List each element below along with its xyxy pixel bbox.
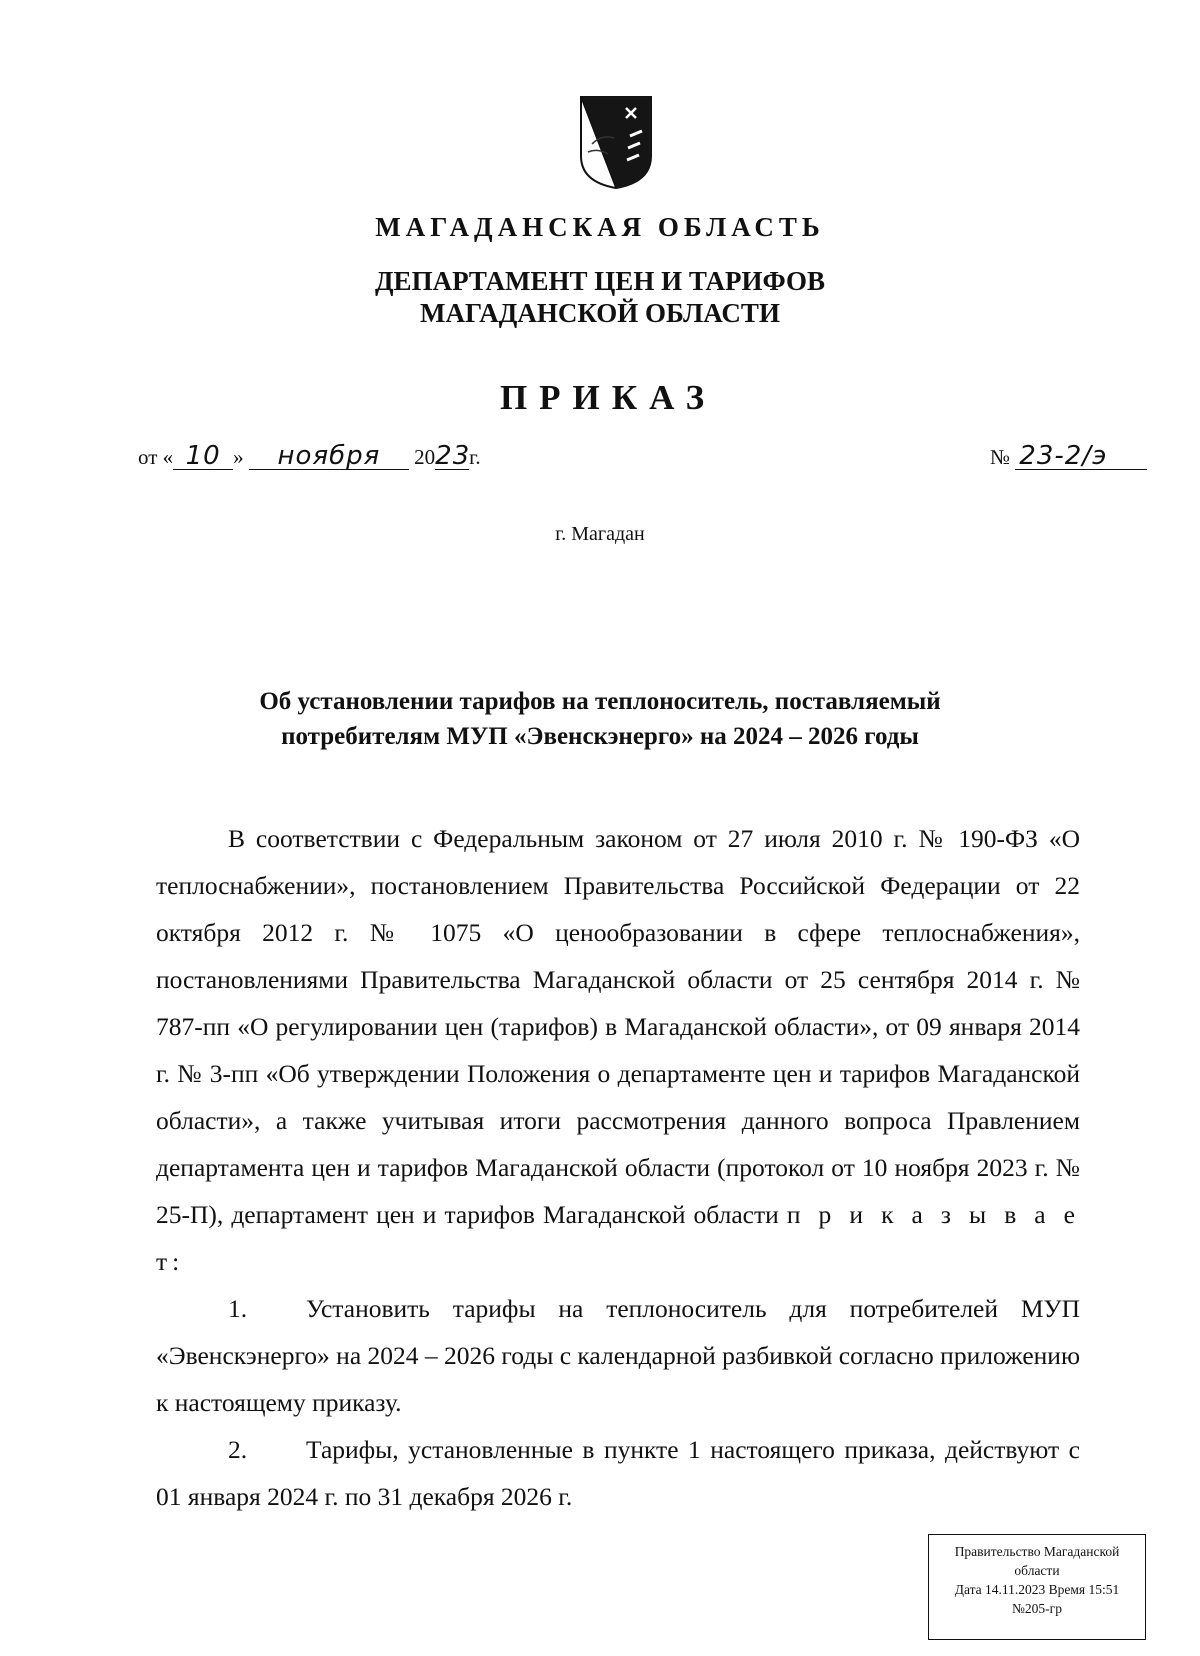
order-title: ПРИКАЗ	[499, 378, 717, 417]
order-date-line	[138, 443, 481, 470]
item-text: Установить тарифы на теплоноситель для потребителей МУП «Эвенскэнерго» на 2024 – 2026 годы с календарной разбивкой согласно приложению к настоящему приказу.	[156, 1294, 1080, 1417]
date-month-handwritten: ноября	[249, 443, 409, 470]
order-number-line	[990, 443, 1147, 470]
document-title-line1: Об установлении тарифов на теплоноситель, поставляемый	[259, 688, 941, 715]
city-name: г. Магадан	[555, 523, 645, 545]
stamp-line3: Дата 14.11.2023 Время 15:51	[954, 1582, 1120, 1597]
document-title-line2: потребителям МУП «Эвенскэнерго» на 2024 – 2026 годы	[281, 723, 919, 750]
date-day-handwritten: 10	[173, 443, 233, 470]
magadan-coat-of-arms-icon	[578, 94, 654, 190]
stamp-line2: области	[1014, 1563, 1060, 1578]
document-body	[156, 815, 1080, 1520]
region-heading: МАГАДАНСКАЯ ОБЛАСТЬ	[375, 212, 825, 242]
date-quote-close: »	[233, 445, 244, 469]
preamble-paragraph	[156, 815, 1080, 1285]
date-suffix: г.	[469, 445, 481, 469]
item-text: Тарифы, установленные в пункте 1 настоящего приказа, действуют с 01 января 2024 г. по 31 декабря 2026 г.	[156, 1435, 1080, 1511]
stamp-line1: Правительство Магаданской	[954, 1544, 1120, 1559]
date-year-handwritten: 23	[435, 441, 471, 471]
date-prefix: от «	[138, 445, 174, 469]
item-number: 2.	[228, 1435, 248, 1464]
registration-stamp	[928, 1534, 1146, 1640]
order-item-1	[156, 1285, 1080, 1426]
order-number-handwritten: 23-2/э	[1015, 443, 1147, 470]
department-heading-line2: МАГАДАНСКОЙ ОБЛАСТИ	[420, 298, 780, 328]
stamp-line4: №205-гр	[1012, 1601, 1062, 1616]
item-number: 1.	[228, 1294, 248, 1323]
order-item-2	[156, 1426, 1080, 1520]
date-year-prefix: 20	[414, 445, 436, 469]
number-prefix: №	[990, 445, 1011, 469]
orders-word: п р и к а з ы в а е т:	[156, 1200, 1080, 1276]
preamble-text: В соответствии с Федеральным законом от 27 июля 2010 г. № 190-ФЗ «О теплоснабжении», постановлением Правительства Российской Федерации от 22 октября 2012 г. № 1075 «О ценообразовании в сфере теплоснабжения», постановлениями Правительства Магаданской области от 25 сентября 2014 г. № 787-пп «О регулировании цен (тарифов) в Магаданской области», от 09 января 2014 г. № 3-пп «Об утверждении Положения о департаменте цен и тарифов Магаданской области», а также учитывая итоги рассмотрения данного вопроса Правлением департамента цен и тарифов Магаданской области (протокол от 10 ноября 2023 г. № 25-П), департамент цен и тарифов Магаданской области	[156, 824, 1080, 1229]
department-heading-line1: ДЕПАРТАМЕНТ ЦЕН И ТАРИФОВ	[374, 266, 826, 296]
